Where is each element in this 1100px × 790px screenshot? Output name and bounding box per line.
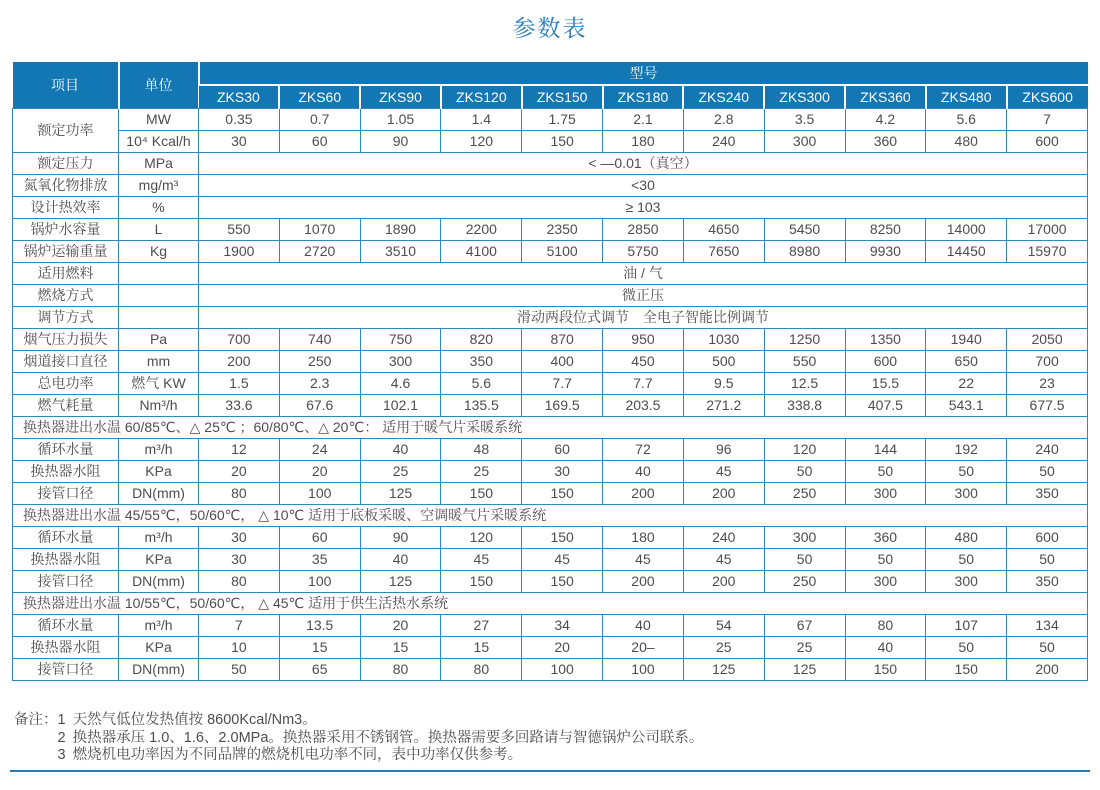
item-cell: 锅炉运输重量 xyxy=(13,240,119,262)
value-cell: 600 xyxy=(1007,130,1088,152)
item-cell: 适用燃料 xyxy=(13,262,119,284)
table-row xyxy=(13,152,1088,174)
value-cell: 24 xyxy=(279,438,360,460)
value-cell: 250 xyxy=(764,482,845,504)
unit-cell: DN(mm) xyxy=(119,482,199,504)
column-header-model: ZKS60 xyxy=(279,85,360,108)
note-line xyxy=(58,712,704,730)
item-cell: 接管口径 xyxy=(13,570,119,592)
value-cell: 50 xyxy=(199,658,280,680)
value-cell: 120 xyxy=(441,130,522,152)
item-cell: 氮氧化物排放 xyxy=(13,174,119,196)
column-header-model: ZKS240 xyxy=(683,85,764,108)
value-cell: 17000 xyxy=(1007,218,1088,240)
value-cell: 3.5 xyxy=(764,108,845,130)
column-header-model: ZKS90 xyxy=(360,85,441,108)
page-title: 参数表 xyxy=(512,15,588,41)
value-cell: 5750 xyxy=(603,240,684,262)
value-cell: 102.1 xyxy=(360,394,441,416)
unit-cell xyxy=(119,284,199,306)
value-cell: 65 xyxy=(279,658,360,680)
value-cell: 1940 xyxy=(926,328,1007,350)
item-cell: 总电功率 xyxy=(13,372,119,394)
value-cell: 45 xyxy=(441,548,522,570)
value-cell: 40 xyxy=(360,548,441,570)
table-row xyxy=(13,306,1088,328)
value-cell: 7650 xyxy=(683,240,764,262)
value-cell: 450 xyxy=(603,350,684,372)
value-cell: 240 xyxy=(683,130,764,152)
value-cell: 80 xyxy=(199,482,280,504)
value-cell: 50 xyxy=(764,460,845,482)
item-cell: 燃烧方式 xyxy=(13,284,119,306)
section-row xyxy=(13,592,1088,614)
bottom-divider xyxy=(10,770,1090,772)
value-cell: 125 xyxy=(360,570,441,592)
value-cell: 60 xyxy=(279,526,360,548)
notes-label: 备注： xyxy=(14,712,58,728)
value-cell: 5100 xyxy=(522,240,603,262)
value-cell: 45 xyxy=(683,548,764,570)
value-cell: 100 xyxy=(279,570,360,592)
unit-cell: m³/h xyxy=(119,526,199,548)
table-row xyxy=(13,108,1088,130)
table-row xyxy=(13,636,1088,658)
value-cell: 7.7 xyxy=(603,372,684,394)
value-cell: 125 xyxy=(683,658,764,680)
value-cell: 543.1 xyxy=(926,394,1007,416)
value-cell: 23 xyxy=(1007,372,1088,394)
unit-cell: KPa xyxy=(119,636,199,658)
value-cell: 100 xyxy=(279,482,360,504)
item-cell: 循环水量 xyxy=(13,526,119,548)
unit-cell: Kg xyxy=(119,240,199,262)
value-cell: 96 xyxy=(683,438,764,460)
spanning-value-cell: 油 / 气 xyxy=(199,262,1088,284)
value-cell: 600 xyxy=(1007,526,1088,548)
value-cell: 3510 xyxy=(360,240,441,262)
value-cell: 50 xyxy=(926,636,1007,658)
value-cell: 1.05 xyxy=(360,108,441,130)
value-cell: 50 xyxy=(926,460,1007,482)
value-cell: 120 xyxy=(441,526,522,548)
value-cell: 250 xyxy=(279,350,360,372)
value-cell: 240 xyxy=(1007,438,1088,460)
table-row xyxy=(13,548,1088,570)
value-cell: 40 xyxy=(603,460,684,482)
value-cell: 15970 xyxy=(1007,240,1088,262)
unit-cell: mm xyxy=(119,350,199,372)
value-cell: 72 xyxy=(603,438,684,460)
parameters-table xyxy=(12,62,1088,681)
value-cell: 180 xyxy=(603,130,684,152)
value-cell: 1250 xyxy=(764,328,845,350)
value-cell: 45 xyxy=(603,548,684,570)
value-cell: 480 xyxy=(926,526,1007,548)
value-cell: 80 xyxy=(441,658,522,680)
table-row xyxy=(13,460,1088,482)
value-cell: 10 xyxy=(199,636,280,658)
spanning-value-cell: 微正压 xyxy=(199,284,1088,306)
section-header-cell: 换热器进出水温 60/85℃、△ 25℃ ；60/80℃、△ 20℃： 适用于暖气片采暖系统 xyxy=(13,416,1088,438)
value-cell: 300 xyxy=(845,570,926,592)
value-cell: 338.8 xyxy=(764,394,845,416)
value-cell: 34 xyxy=(522,614,603,636)
value-cell: 50 xyxy=(764,548,845,570)
unit-cell: MPa xyxy=(119,152,199,174)
note-number: 2 xyxy=(57,729,66,746)
value-cell: 150 xyxy=(522,570,603,592)
column-header-model: ZKS300 xyxy=(764,85,845,108)
value-cell: 150 xyxy=(845,658,926,680)
value-cell: 134 xyxy=(1007,614,1088,636)
value-cell: 600 xyxy=(845,350,926,372)
value-cell: 550 xyxy=(199,218,280,240)
table-row xyxy=(13,570,1088,592)
value-cell: 150 xyxy=(926,658,1007,680)
value-cell: 500 xyxy=(683,350,764,372)
value-cell: 4.2 xyxy=(845,108,926,130)
value-cell: 200 xyxy=(603,570,684,592)
note-text: 天然气低位发热值按 8600Kcal/Nm3。 xyxy=(72,712,317,728)
table-row xyxy=(13,218,1088,240)
value-cell: 150 xyxy=(522,130,603,152)
table-row xyxy=(13,394,1088,416)
table-row xyxy=(13,262,1088,284)
unit-cell: MW xyxy=(119,108,199,130)
value-cell: 9930 xyxy=(845,240,926,262)
value-cell: 90 xyxy=(360,130,441,152)
value-cell: 200 xyxy=(199,350,280,372)
value-cell: 4100 xyxy=(441,240,522,262)
item-cell: 换热器水阻 xyxy=(13,460,119,482)
column-header-unit: 单位 xyxy=(119,62,199,108)
value-cell: 25 xyxy=(683,636,764,658)
table-row xyxy=(13,658,1088,680)
value-cell: 107 xyxy=(926,614,1007,636)
value-cell: 40 xyxy=(845,636,926,658)
value-cell: 50 xyxy=(845,460,926,482)
value-cell: 8250 xyxy=(845,218,926,240)
unit-cell: KPa xyxy=(119,460,199,482)
value-cell: 50 xyxy=(1007,636,1088,658)
column-header-model: ZKS120 xyxy=(441,85,522,108)
table-row xyxy=(13,614,1088,636)
value-cell: 30 xyxy=(199,130,280,152)
column-header-model: ZKS600 xyxy=(1007,85,1088,108)
value-cell: 125 xyxy=(764,658,845,680)
value-cell: 20– xyxy=(603,636,684,658)
note-text: 燃烧机电功率因为不同品牌的燃烧机电功率不同，表中功率仅供参考。 xyxy=(72,747,523,763)
table-row xyxy=(13,196,1088,218)
table-row xyxy=(13,328,1088,350)
unit-cell: Nm³/h xyxy=(119,394,199,416)
note-number: 3 xyxy=(57,747,66,763)
value-cell: 20 xyxy=(522,636,603,658)
value-cell: 750 xyxy=(360,328,441,350)
value-cell: 54 xyxy=(683,614,764,636)
item-cell: 接管口径 xyxy=(13,482,119,504)
value-cell: 350 xyxy=(1007,570,1088,592)
value-cell: 4.6 xyxy=(360,372,441,394)
value-cell: 150 xyxy=(522,526,603,548)
value-cell: 80 xyxy=(360,658,441,680)
value-cell: 12 xyxy=(199,438,280,460)
item-cell: 烟气压力损失 xyxy=(13,328,119,350)
value-cell: 480 xyxy=(926,130,1007,152)
value-cell: 45 xyxy=(683,460,764,482)
value-cell: 2350 xyxy=(522,218,603,240)
value-cell: 2200 xyxy=(441,218,522,240)
value-cell: 15.5 xyxy=(845,372,926,394)
unit-cell: L xyxy=(119,218,199,240)
header-row-1 xyxy=(13,62,1088,85)
column-header-model: ZKS360 xyxy=(845,85,926,108)
notes-items xyxy=(58,712,704,765)
value-cell: 300 xyxy=(764,526,845,548)
value-cell: 80 xyxy=(199,570,280,592)
value-cell: 120 xyxy=(764,438,845,460)
note-line xyxy=(58,730,704,748)
value-cell: 1.5 xyxy=(199,372,280,394)
value-cell: 300 xyxy=(764,130,845,152)
value-cell: 203.5 xyxy=(603,394,684,416)
value-cell: 15 xyxy=(441,636,522,658)
value-cell: 30 xyxy=(522,460,603,482)
note-line xyxy=(58,747,704,765)
item-cell: 循环水量 xyxy=(13,438,119,460)
value-cell: 400 xyxy=(522,350,603,372)
table-row xyxy=(13,174,1088,196)
value-cell: 48 xyxy=(441,438,522,460)
column-header-item: 项目 xyxy=(13,62,119,108)
value-cell: 700 xyxy=(199,328,280,350)
note-text: 换热器承压 1.0、1.6、2.0MPa。换热器采用不锈钢管。换热器需要多回路请与智德锅炉公司联系。 xyxy=(72,729,704,746)
unit-cell xyxy=(119,306,199,328)
table-row xyxy=(13,482,1088,504)
value-cell: 25 xyxy=(764,636,845,658)
unit-cell: mg/m³ xyxy=(119,174,199,196)
value-cell: 360 xyxy=(845,526,926,548)
column-header-model: ZKS30 xyxy=(199,85,280,108)
item-cell: 换热器水阻 xyxy=(13,548,119,570)
note-number: 1 xyxy=(57,712,66,728)
value-cell: 300 xyxy=(360,350,441,372)
value-cell: 40 xyxy=(360,438,441,460)
value-cell: 7.7 xyxy=(522,372,603,394)
value-cell: 5.6 xyxy=(926,108,1007,130)
value-cell: 740 xyxy=(279,328,360,350)
value-cell: 14450 xyxy=(926,240,1007,262)
value-cell: 1.4 xyxy=(441,108,522,130)
value-cell: 1890 xyxy=(360,218,441,240)
value-cell: 700 xyxy=(1007,350,1088,372)
value-cell: 150 xyxy=(441,482,522,504)
value-cell: 33.6 xyxy=(199,394,280,416)
value-cell: 20 xyxy=(199,460,280,482)
column-header-model: ZKS480 xyxy=(926,85,1007,108)
value-cell: 950 xyxy=(603,328,684,350)
table-row xyxy=(13,130,1088,152)
item-cell: 额定压力 xyxy=(13,152,119,174)
table-body xyxy=(13,108,1088,680)
value-cell: 300 xyxy=(926,482,1007,504)
value-cell: 2.8 xyxy=(683,108,764,130)
value-cell: 13.5 xyxy=(279,614,360,636)
value-cell: 90 xyxy=(360,526,441,548)
value-cell: 50 xyxy=(1007,548,1088,570)
unit-cell: % xyxy=(119,196,199,218)
value-cell: 2.1 xyxy=(603,108,684,130)
value-cell: 50 xyxy=(845,548,926,570)
value-cell: 20 xyxy=(279,460,360,482)
column-header-model: ZKS180 xyxy=(603,85,684,108)
value-cell: 50 xyxy=(926,548,1007,570)
value-cell: 7 xyxy=(199,614,280,636)
value-cell: 9.5 xyxy=(683,372,764,394)
unit-cell: 10⁴ Kcal/h xyxy=(119,130,199,152)
value-cell: 35 xyxy=(279,548,360,570)
value-cell: 60 xyxy=(522,438,603,460)
value-cell: 360 xyxy=(845,130,926,152)
spanning-value-cell: < —0.01（真空） xyxy=(199,152,1088,174)
value-cell: 25 xyxy=(441,460,522,482)
unit-cell: 燃气 KW xyxy=(119,372,199,394)
section-header-cell: 换热器进出水温 45/55℃，50/60℃， △ 10℃ 适用于底板采暖、空调暖气片采暖系统 xyxy=(13,504,1088,526)
value-cell: 8980 xyxy=(764,240,845,262)
unit-cell: Pa xyxy=(119,328,199,350)
value-cell: 60 xyxy=(279,130,360,152)
value-cell: 27 xyxy=(441,614,522,636)
item-cell: 循环水量 xyxy=(13,614,119,636)
value-cell: 169.5 xyxy=(522,394,603,416)
table-row xyxy=(13,350,1088,372)
value-cell: 1030 xyxy=(683,328,764,350)
value-cell: 350 xyxy=(1007,482,1088,504)
notes xyxy=(14,712,703,765)
item-cell: 调节方式 xyxy=(13,306,119,328)
value-cell: 1070 xyxy=(279,218,360,240)
unit-cell: m³/h xyxy=(119,438,199,460)
value-cell: 300 xyxy=(845,482,926,504)
table-row xyxy=(13,526,1088,548)
spanning-value-cell: ≥ 103 xyxy=(199,196,1088,218)
item-cell: 接管口径 xyxy=(13,658,119,680)
value-cell: 0.7 xyxy=(279,108,360,130)
item-cell: 换热器水阻 xyxy=(13,636,119,658)
value-cell: 2850 xyxy=(603,218,684,240)
value-cell: 1350 xyxy=(845,328,926,350)
table-row xyxy=(13,240,1088,262)
unit-cell xyxy=(119,262,199,284)
unit-cell: DN(mm) xyxy=(119,570,199,592)
item-cell: 烟道接口直径 xyxy=(13,350,119,372)
table-row xyxy=(13,284,1088,306)
value-cell: 125 xyxy=(360,482,441,504)
unit-cell: m³/h xyxy=(119,614,199,636)
value-cell: 80 xyxy=(845,614,926,636)
value-cell: 1.75 xyxy=(522,108,603,130)
value-cell: 67 xyxy=(764,614,845,636)
unit-cell: KPa xyxy=(119,548,199,570)
value-cell: 4650 xyxy=(683,218,764,240)
column-header-model: ZKS150 xyxy=(522,85,603,108)
value-cell: 20 xyxy=(360,614,441,636)
value-cell: 100 xyxy=(522,658,603,680)
value-cell: 550 xyxy=(764,350,845,372)
value-cell: 180 xyxy=(603,526,684,548)
value-cell: 15 xyxy=(360,636,441,658)
item-cell: 燃气耗量 xyxy=(13,394,119,416)
table-row xyxy=(13,372,1088,394)
value-cell: 200 xyxy=(683,482,764,504)
value-cell: 12.5 xyxy=(764,372,845,394)
value-cell: 30 xyxy=(199,548,280,570)
spanning-value-cell: 滑动两段位式调节 全电子智能比例调节 xyxy=(199,306,1088,328)
value-cell: 820 xyxy=(441,328,522,350)
value-cell: 240 xyxy=(683,526,764,548)
value-cell: 271.2 xyxy=(683,394,764,416)
value-cell: 45 xyxy=(522,548,603,570)
value-cell: 200 xyxy=(683,570,764,592)
value-cell: 300 xyxy=(926,570,1007,592)
value-cell: 5.6 xyxy=(441,372,522,394)
item-cell: 锅炉水容量 xyxy=(13,218,119,240)
value-cell: 0.35 xyxy=(199,108,280,130)
value-cell: 144 xyxy=(845,438,926,460)
value-cell: 677.5 xyxy=(1007,394,1088,416)
value-cell: 7 xyxy=(1007,108,1088,130)
value-cell: 22 xyxy=(926,372,1007,394)
value-cell: 870 xyxy=(522,328,603,350)
value-cell: 15 xyxy=(279,636,360,658)
value-cell: 250 xyxy=(764,570,845,592)
value-cell: 192 xyxy=(926,438,1007,460)
item-cell: 设计热效率 xyxy=(13,196,119,218)
value-cell: 150 xyxy=(522,482,603,504)
unit-cell: DN(mm) xyxy=(119,658,199,680)
value-cell: 150 xyxy=(441,570,522,592)
value-cell: 25 xyxy=(360,460,441,482)
value-cell: 40 xyxy=(603,614,684,636)
value-cell: 407.5 xyxy=(845,394,926,416)
section-header-cell: 换热器进出水温 10/55℃，50/60℃， △ 45℃ 适用于供生活热水系统 xyxy=(13,592,1088,614)
value-cell: 14000 xyxy=(926,218,1007,240)
value-cell: 5450 xyxy=(764,218,845,240)
value-cell: 67.6 xyxy=(279,394,360,416)
value-cell: 50 xyxy=(1007,460,1088,482)
value-cell: 650 xyxy=(926,350,1007,372)
column-header-model-group: 型号 xyxy=(199,62,1088,85)
value-cell: 2050 xyxy=(1007,328,1088,350)
value-cell: 135.5 xyxy=(441,394,522,416)
value-cell: 1900 xyxy=(199,240,280,262)
table-header xyxy=(13,62,1088,108)
item-cell: 额定功率 xyxy=(13,108,119,152)
section-row xyxy=(13,504,1088,526)
value-cell: 30 xyxy=(199,526,280,548)
table-row xyxy=(13,438,1088,460)
value-cell: 200 xyxy=(1007,658,1088,680)
value-cell: 100 xyxy=(603,658,684,680)
value-cell: 200 xyxy=(603,482,684,504)
value-cell: 2.3 xyxy=(279,372,360,394)
section-row xyxy=(13,416,1088,438)
spanning-value-cell: <30 xyxy=(199,174,1088,196)
value-cell: 2720 xyxy=(279,240,360,262)
value-cell: 350 xyxy=(441,350,522,372)
